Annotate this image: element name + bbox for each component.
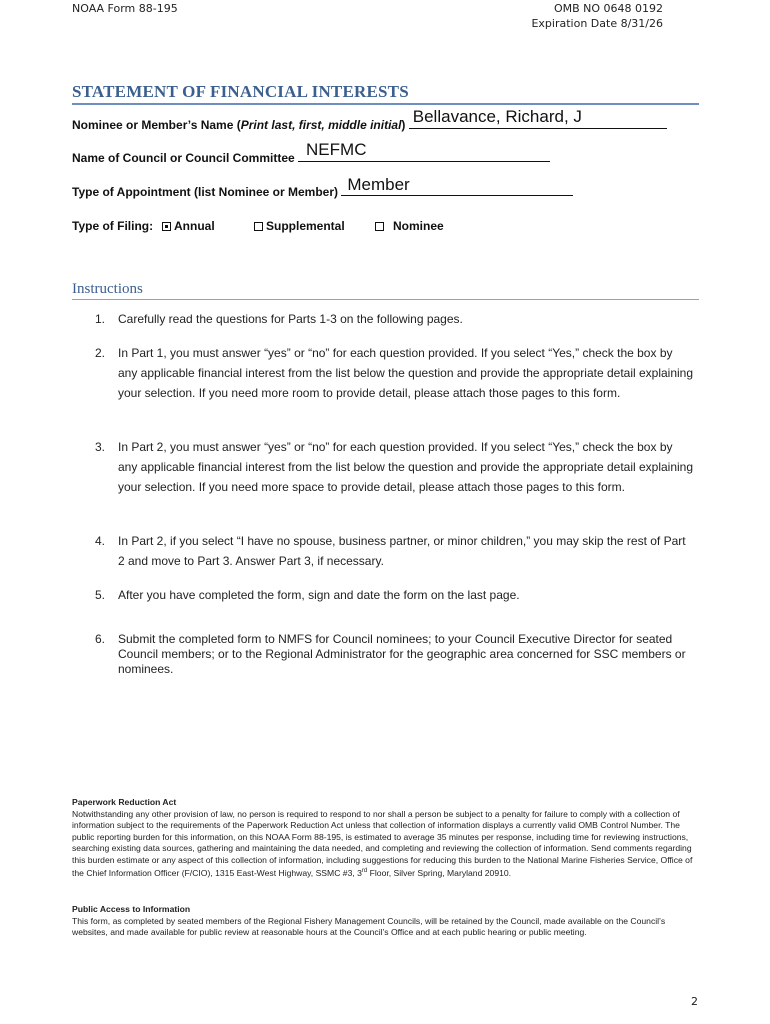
form-number: NOAA Form 88-195 xyxy=(72,2,178,15)
paperwork-body: Notwithstanding any other provision of law, no person is required to respond to nor shall a person be subject to a penalty for failure to comply with a collection of information subject to the requirements of the Paperwork Reduction Act unless that collection of information displays a currently valid OMB Control Number. The public reporting burden for this information, on this NOAA Form 88-195, is estimated to average 35 minutes per response, including time for reviewing instructions, searching existing data sources, gathering and maintaining the data needed, and completing and reviewing the collection of information. Send comments regarding this burden estimate or any aspect of this collection of information, including suggestions for reducing this burden to the National Marine Fisheries Service, Office of the Chief Information Officer (F/CIO), 1315 East-West Highway, SSMC #3, 3rd Floor, Silver Spring, Maryland 20910. xyxy=(72,808,693,879)
council-row xyxy=(72,140,550,165)
council-value: NEFMC xyxy=(306,140,367,159)
nominee-checkbox[interactable] xyxy=(375,222,384,231)
filing-option-nominee[interactable]: Nominee xyxy=(375,219,444,233)
instruction-item: 6. Submit the completed form to NMFS for Council nominees; to your Council Executive Director for seated Council members; or to the Regional Administrator for the geographic area concerned for SSC members or nominees. xyxy=(95,632,686,676)
appointment-label: Type of Appointment (list Nominee or Member) xyxy=(72,185,339,199)
instruction-item: 5. After you have completed the form, sign and date the form on the last page. xyxy=(95,588,520,602)
omb-number: OMB NO 0648 0192 xyxy=(553,2,663,15)
nominee-name-label: Nominee or Member’s Name (Print last, first, middle initial) xyxy=(72,118,406,132)
instruction-item: 3. In Part 2, you must answer “yes” or “no” for each question provided. If you select “Yes,” check the box by any applicable financial interest from the list below the question and provide the appropriate detail explaining your selection. If you need more space to provide detail, please attach those pages to this form. xyxy=(95,440,694,494)
paperwork-section xyxy=(72,797,700,880)
appointment-field[interactable] xyxy=(341,175,573,196)
title-rule xyxy=(72,103,699,105)
public-access-heading: Public Access to Information xyxy=(72,904,191,914)
instruction-item: 2. In Part 1, you must answer “yes” or “no” for each question provided. If you select “Yes,” check the box by any applicable financial interest from the list below the question and provide the appropriate detail explaining your selection. If you need more room to provide detail, please attach those pages to this form. xyxy=(95,346,694,400)
instruction-item: 1. Carefully read the questions for Parts 1-3 on the following pages. xyxy=(95,312,463,326)
filing-option-supplemental[interactable]: Supplemental xyxy=(254,219,345,233)
expiration-date: Expiration Date 8/31/26 xyxy=(531,17,663,30)
supplemental-checkbox[interactable] xyxy=(254,222,263,231)
nominee-name-value: Bellavance, Richard, J xyxy=(412,107,582,126)
instructions-heading: Instructions xyxy=(72,281,143,297)
instructions-rule xyxy=(72,299,699,300)
council-field[interactable] xyxy=(298,140,550,162)
annual-checkbox[interactable] xyxy=(162,222,171,231)
appointment-value: Member xyxy=(347,175,410,194)
nominee-name-row xyxy=(72,107,667,132)
paperwork-heading: Paperwork Reduction Act xyxy=(72,797,177,807)
instruction-item: 4. In Part 2, if you select “I have no spouse, business partner, or minor children,” you may skip the rest of Part 2 and move to Part 3. Answer Part 3, if necessary. xyxy=(95,534,686,568)
council-label: Name of Council or Council Committee xyxy=(72,151,295,165)
appointment-row xyxy=(72,175,573,199)
nominee-name-field[interactable] xyxy=(409,107,667,129)
page-number: 2 xyxy=(691,995,698,1008)
filing-label: Type of Filing: xyxy=(72,219,154,233)
public-access-body: This form, as completed by seated members of the Regional Fishery Management Councils, will be retained by the Council, made available on the Council’s websites, and made available for public review at reasonable hours at the Council’s Office and at each public hearing or public meeting. xyxy=(72,915,666,938)
public-access-section xyxy=(72,904,700,939)
filing-option-annual[interactable]: Annual xyxy=(162,219,215,233)
page-title: STATEMENT OF FINANCIAL INTERESTS xyxy=(72,82,409,101)
